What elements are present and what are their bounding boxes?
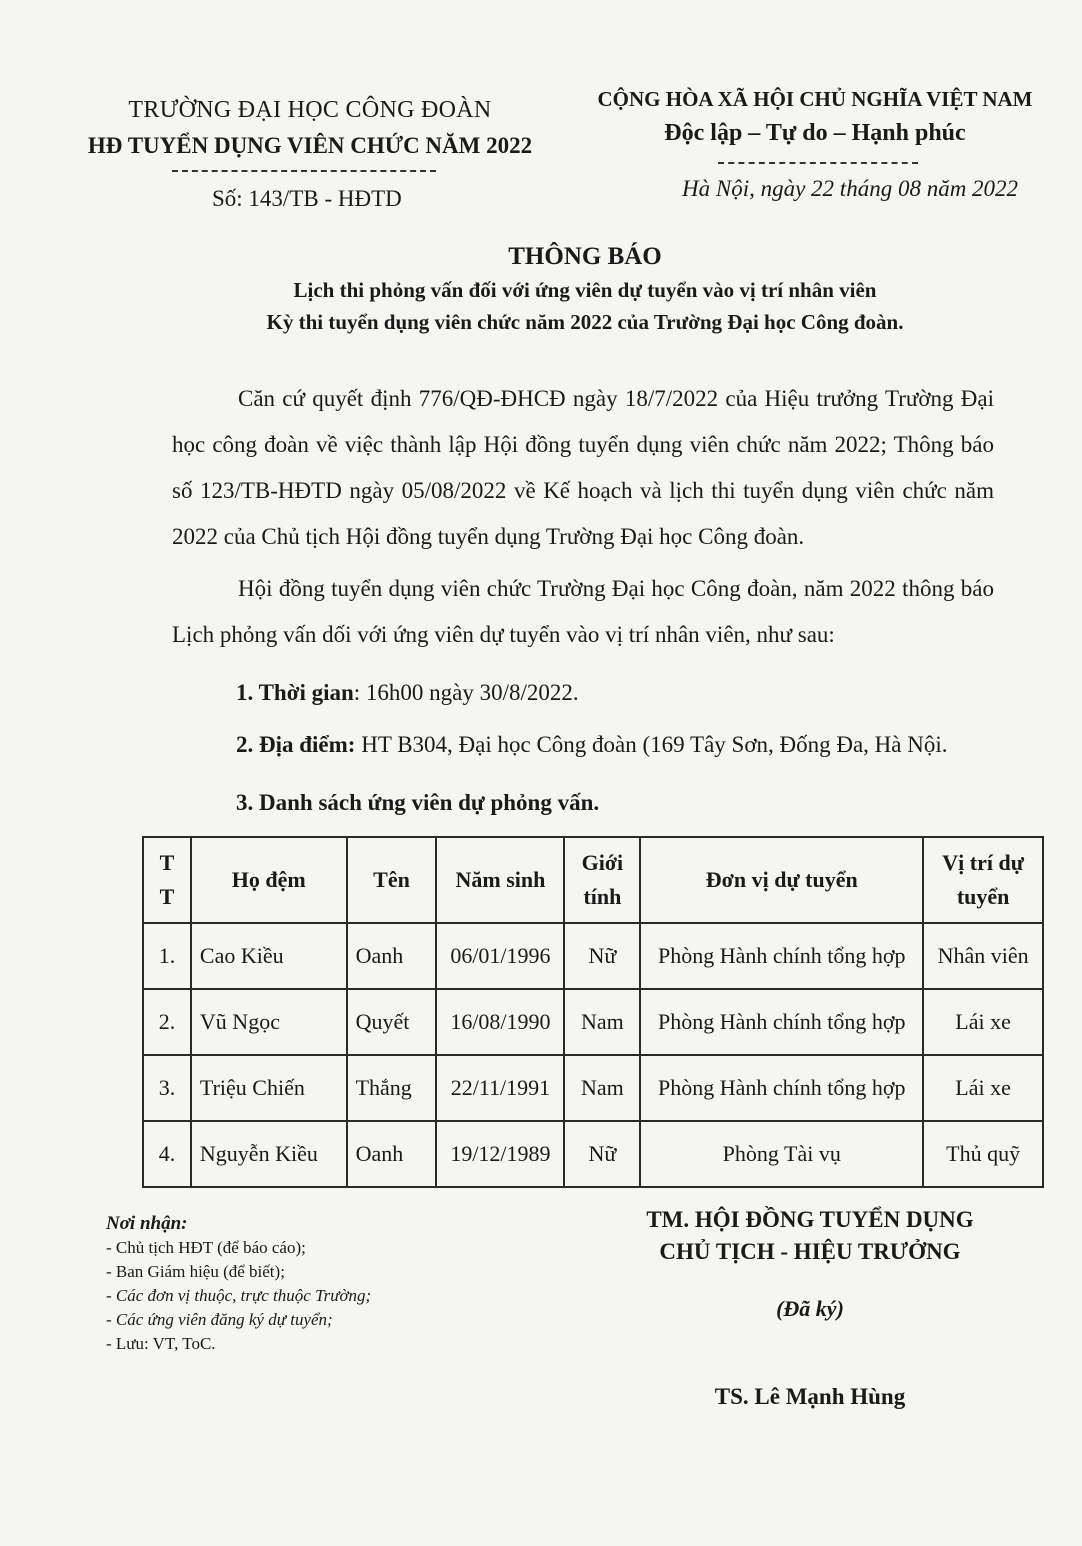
- cell-tt: 4.: [143, 1121, 191, 1187]
- time-value: : 16h00 ngày 30/8/2022.: [353, 680, 579, 705]
- cell-vi-tri: Thủ quỹ: [923, 1121, 1043, 1187]
- col-header-vi-tri: Vị trí dự tuyển: [923, 837, 1043, 923]
- recipients-list: [106, 1212, 486, 1356]
- table-header-row: [143, 837, 1043, 923]
- signature-block: [610, 1204, 1010, 1268]
- recipient-item: - Lưu: VT, ToC.: [106, 1334, 216, 1353]
- national-motto: Độc lập – Tự do – Hạnh phúc: [664, 120, 966, 146]
- table-row: [143, 923, 1043, 989]
- cell-don-vi: Phòng Hành chính tổng hợp: [640, 989, 923, 1055]
- cell-gioi-tinh: Nữ: [564, 1121, 640, 1187]
- cell-tt: 3.: [143, 1055, 191, 1121]
- body-paragraph-1: Căn cứ quyết định 776/QĐ-ĐHCĐ ngày 18/7/2022 của Hiệu trưởng Trường Đại học công đoàn về việc thành lập Hội đồng tuyển dụng viên chức năm 2022; Thông báo số 123/TB-HĐTD ngày 05/08/2022 về Kế hoạch và lịch thi tuyển dụng viên chức năm 2022 của Chủ tịch Hội đồng tuyển dụng Trường Đại học Công đoàn.: [172, 386, 994, 549]
- board-name: HĐ TUYỂN DỤNG VIÊN CHỨC NĂM 2022: [87, 133, 533, 158]
- signer-name: TS. Lê Mạnh Hùng: [714, 1384, 906, 1409]
- candidate-table: [142, 836, 1044, 1188]
- list-label: 3. Danh sách ứng viên dự phỏng vấn.: [236, 790, 600, 815]
- cell-nam-sinh: 06/01/1996: [436, 923, 564, 989]
- org-name: TRƯỜNG ĐẠI HỌC CÔNG ĐOÀN: [128, 97, 492, 123]
- cell-vi-tri: Nhân viên: [923, 923, 1043, 989]
- cell-vi-tri: Lái xe: [923, 1055, 1043, 1121]
- place-value: HT B304, Đại học Công đoàn (169 Tây Sơn, Đống Đa, Hà Nội.: [355, 732, 948, 757]
- cell-nam-sinh: 22/11/1991: [436, 1055, 564, 1121]
- recipient-item: - Ban Giám hiệu (để biết);: [106, 1262, 285, 1281]
- title-line-1: Lịch thi phỏng vấn đối với ứng viên dự tuyển vào vị trí nhân viên: [293, 278, 877, 302]
- signature-line-2: CHỦ TỊCH - HIỆU TRƯỞNG: [659, 1239, 961, 1264]
- cell-ho-dem: Triệu Chiến: [191, 1055, 347, 1121]
- cell-ten: Oanh: [347, 923, 437, 989]
- signature-line-1: TM. HỘI ĐỒNG TUYỂN DỤNG: [646, 1207, 974, 1232]
- place-label: 2. Địa điểm:: [236, 732, 356, 757]
- cell-don-vi: Phòng Tài vụ: [640, 1121, 923, 1187]
- cell-ho-dem: Nguyễn Kiều: [191, 1121, 347, 1187]
- time-label: 1. Thời gian: [236, 680, 354, 705]
- col-header-ho-dem: Họ đệm: [191, 837, 347, 923]
- cell-nam-sinh: 16/08/1990: [436, 989, 564, 1055]
- col-header-ten: Tên: [347, 837, 437, 923]
- cell-ten: Quyết: [347, 989, 437, 1055]
- cell-ho-dem: Cao Kiều: [191, 923, 347, 989]
- republic-name: CỘNG HÒA XÃ HỘI CHỦ NGHĨA VIỆT NAM: [597, 87, 1033, 111]
- notice-title: [170, 240, 1000, 338]
- signed-note: (Đã ký): [776, 1296, 844, 1321]
- cell-gioi-tinh: Nam: [564, 989, 640, 1055]
- divider-right: [718, 162, 918, 164]
- col-header-tt: T T: [143, 837, 191, 923]
- recipients-label: Nơi nhận:: [106, 1213, 188, 1234]
- table-row: [143, 1055, 1043, 1121]
- item-list: [236, 790, 599, 816]
- cell-don-vi: Phòng Hành chính tổng hợp: [640, 1055, 923, 1121]
- col-header-gioi-tinh: Giới tính: [564, 837, 640, 923]
- recipient-item: - Các ứng viên đăng ký dự tuyển;: [106, 1310, 333, 1329]
- recipient-item: - Các đơn vị thuộc, trực thuộc Trường;: [106, 1286, 372, 1305]
- cell-vi-tri: Lái xe: [923, 989, 1043, 1055]
- cell-gioi-tinh: Nam: [564, 1055, 640, 1121]
- document-number: Số: 143/TB - HĐTD: [212, 186, 402, 211]
- cell-don-vi: Phòng Hành chính tổng hợp: [640, 923, 923, 989]
- issuer-header: [80, 92, 540, 164]
- col-header-don-vi: Đơn vị dự tuyển: [640, 837, 923, 923]
- cell-ho-dem: Vũ Ngọc: [191, 989, 347, 1055]
- divider-left: [172, 170, 436, 172]
- table-row: [143, 989, 1043, 1055]
- national-header: [580, 82, 1050, 150]
- cell-tt: 2.: [143, 989, 191, 1055]
- item-time: [236, 680, 579, 706]
- body-paragraph-2: Hội đồng tuyển dụng viên chức Trường Đại học Công đoàn, năm 2022 thông báo Lịch phỏng vấn dối với ứng viên dự tuyển vào vị trí nhân viên, như sau:: [172, 576, 994, 647]
- cell-ten: Thắng: [347, 1055, 437, 1121]
- cell-tt: 1.: [143, 923, 191, 989]
- title-heading: THÔNG BÁO: [508, 243, 662, 270]
- col-header-nam-sinh: Năm sinh: [436, 837, 564, 923]
- table-row: [143, 1121, 1043, 1187]
- title-line-2: Kỳ thi tuyển dụng viên chức năm 2022 của Trường Đại học Công đoàn.: [266, 310, 904, 334]
- recipient-item: - Chủ tịch HĐT (để báo cáo);: [106, 1238, 306, 1257]
- cell-nam-sinh: 19/12/1989: [436, 1121, 564, 1187]
- item-place: [236, 732, 947, 758]
- cell-ten: Oanh: [347, 1121, 437, 1187]
- issue-date: Hà Nội, ngày 22 tháng 08 năm 2022: [682, 176, 1019, 201]
- cell-gioi-tinh: Nữ: [564, 923, 640, 989]
